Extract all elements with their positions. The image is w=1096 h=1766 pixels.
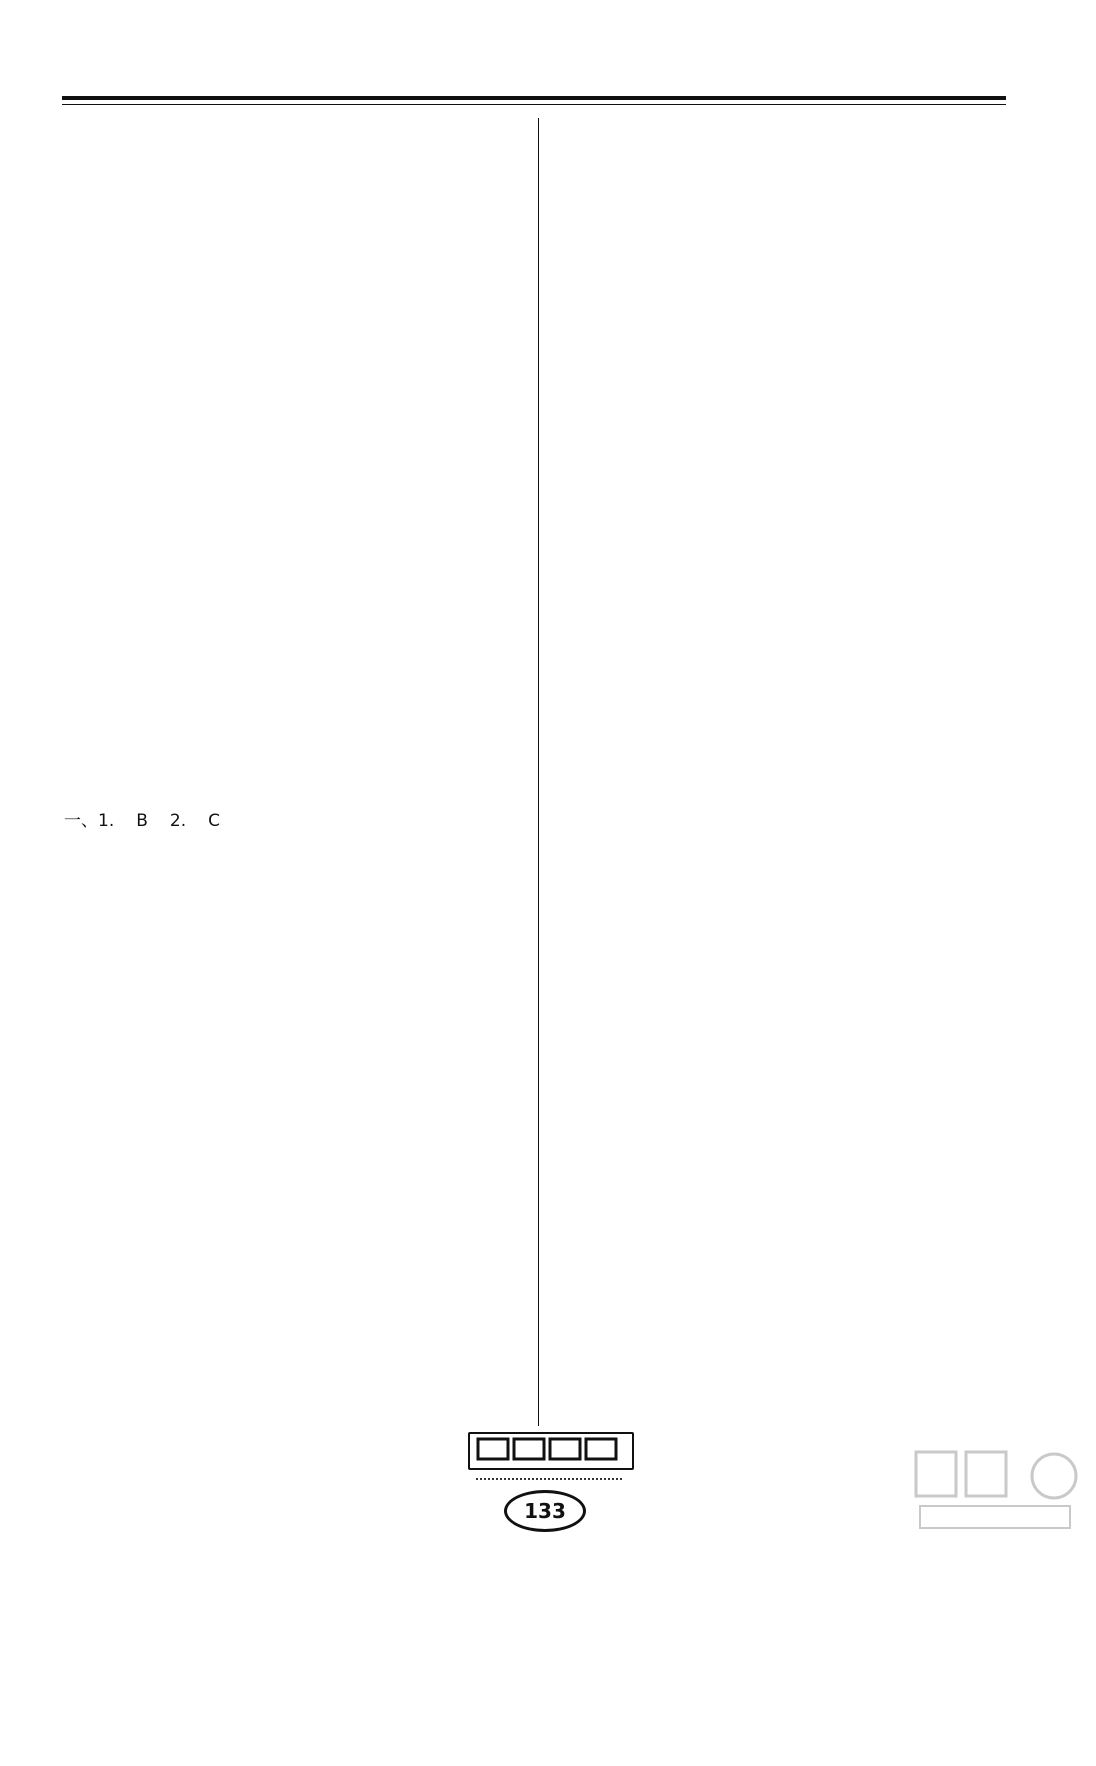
text-line [64, 1364, 508, 1404]
text-line [64, 1243, 508, 1283]
question-number: 2. [169, 811, 187, 832]
text-line [560, 480, 1004, 520]
text-line [560, 1565, 1004, 1605]
header-rule [62, 96, 1006, 100]
text-line [560, 922, 1004, 962]
text-line [560, 1203, 1004, 1243]
text-line [64, 480, 508, 520]
text-line [64, 1404, 508, 1444]
text-line [560, 882, 1004, 922]
header-title [704, 64, 1004, 92]
text-line [64, 1203, 508, 1243]
section-6-answers [560, 158, 1004, 480]
intro-answers [64, 118, 508, 279]
text-line [560, 1002, 1004, 1042]
text-line [560, 239, 1004, 279]
text-line [64, 560, 508, 600]
text-line [64, 882, 508, 922]
text-line [560, 560, 1004, 600]
text-line [64, 1605, 508, 1645]
text-line [64, 1283, 508, 1323]
text-line [560, 158, 1004, 198]
publisher-logo [468, 1432, 634, 1470]
text-line [560, 640, 1004, 680]
text-line [560, 359, 1004, 399]
text-line [560, 962, 1004, 1002]
text-line [64, 158, 508, 198]
text-line [560, 399, 1004, 439]
text-line [560, 1283, 1004, 1323]
question-number: 一、1. [64, 811, 115, 832]
text-line [64, 1123, 508, 1163]
text-line [64, 440, 508, 480]
answer-letter: B [136, 811, 148, 832]
text-line [64, 1444, 508, 1484]
text-line [64, 721, 508, 761]
text-line [64, 520, 508, 560]
text-line [64, 681, 508, 721]
text-line [64, 600, 508, 640]
watermark-icon [906, 1438, 1082, 1538]
text-line [560, 1083, 1004, 1123]
text-line [64, 1324, 508, 1364]
text-line [560, 600, 1004, 640]
text-line [560, 319, 1004, 359]
column-divider [538, 118, 539, 1426]
text-line [64, 841, 508, 881]
reference-translation-2 [64, 1283, 508, 1765]
text-line [560, 198, 1004, 238]
reference-translation-7 [560, 1565, 1004, 1686]
text-line [560, 279, 1004, 319]
text-line [560, 681, 1004, 721]
text-line [560, 1243, 1004, 1283]
footer-dotted-rule [476, 1478, 622, 1480]
text-line [560, 1605, 1004, 1645]
text-line [64, 1002, 508, 1042]
text-line [64, 1685, 508, 1725]
reference-translation-1 [64, 279, 508, 761]
text-line [64, 198, 508, 238]
text-line [64, 239, 508, 279]
text-line [560, 801, 1004, 841]
text-line [560, 1042, 1004, 1082]
text-line [64, 962, 508, 1002]
answer-line-1 [64, 801, 508, 841]
section-title-test-7 [560, 1123, 1004, 1163]
text-line [560, 1163, 1004, 1203]
publisher-logo-icon [470, 1434, 628, 1464]
text-line [64, 279, 508, 319]
text-line [560, 761, 1004, 801]
reference-translation-6-continued [560, 882, 1004, 1123]
text-line [64, 1565, 508, 1605]
left-column [64, 118, 508, 1766]
reference-translation-6 [560, 480, 1004, 882]
text-line [64, 1726, 508, 1766]
answer-letter: C [208, 811, 221, 832]
text-line [64, 359, 508, 399]
text-line [64, 319, 508, 359]
text-line [64, 1083, 508, 1123]
text-line [560, 1364, 1004, 1404]
text-line [560, 520, 1004, 560]
text-line [560, 721, 1004, 761]
text-line [64, 640, 508, 680]
page-number: 133 [504, 1490, 586, 1532]
text-line [560, 841, 1004, 881]
text-line [64, 1484, 508, 1524]
text-line [64, 922, 508, 962]
text-line [64, 1645, 508, 1685]
section-5-answers [64, 841, 508, 1283]
text-line [560, 1324, 1004, 1364]
text-line [64, 1042, 508, 1082]
section-title-test-5 [64, 761, 508, 801]
text-line [64, 118, 508, 158]
text-line [560, 440, 1004, 480]
text-line [64, 1525, 508, 1565]
text-line [64, 1163, 508, 1203]
section-title-test-6 [560, 118, 1004, 158]
text-line [64, 399, 508, 439]
header-rule-thin [62, 104, 1006, 105]
text-line [560, 1645, 1004, 1685]
